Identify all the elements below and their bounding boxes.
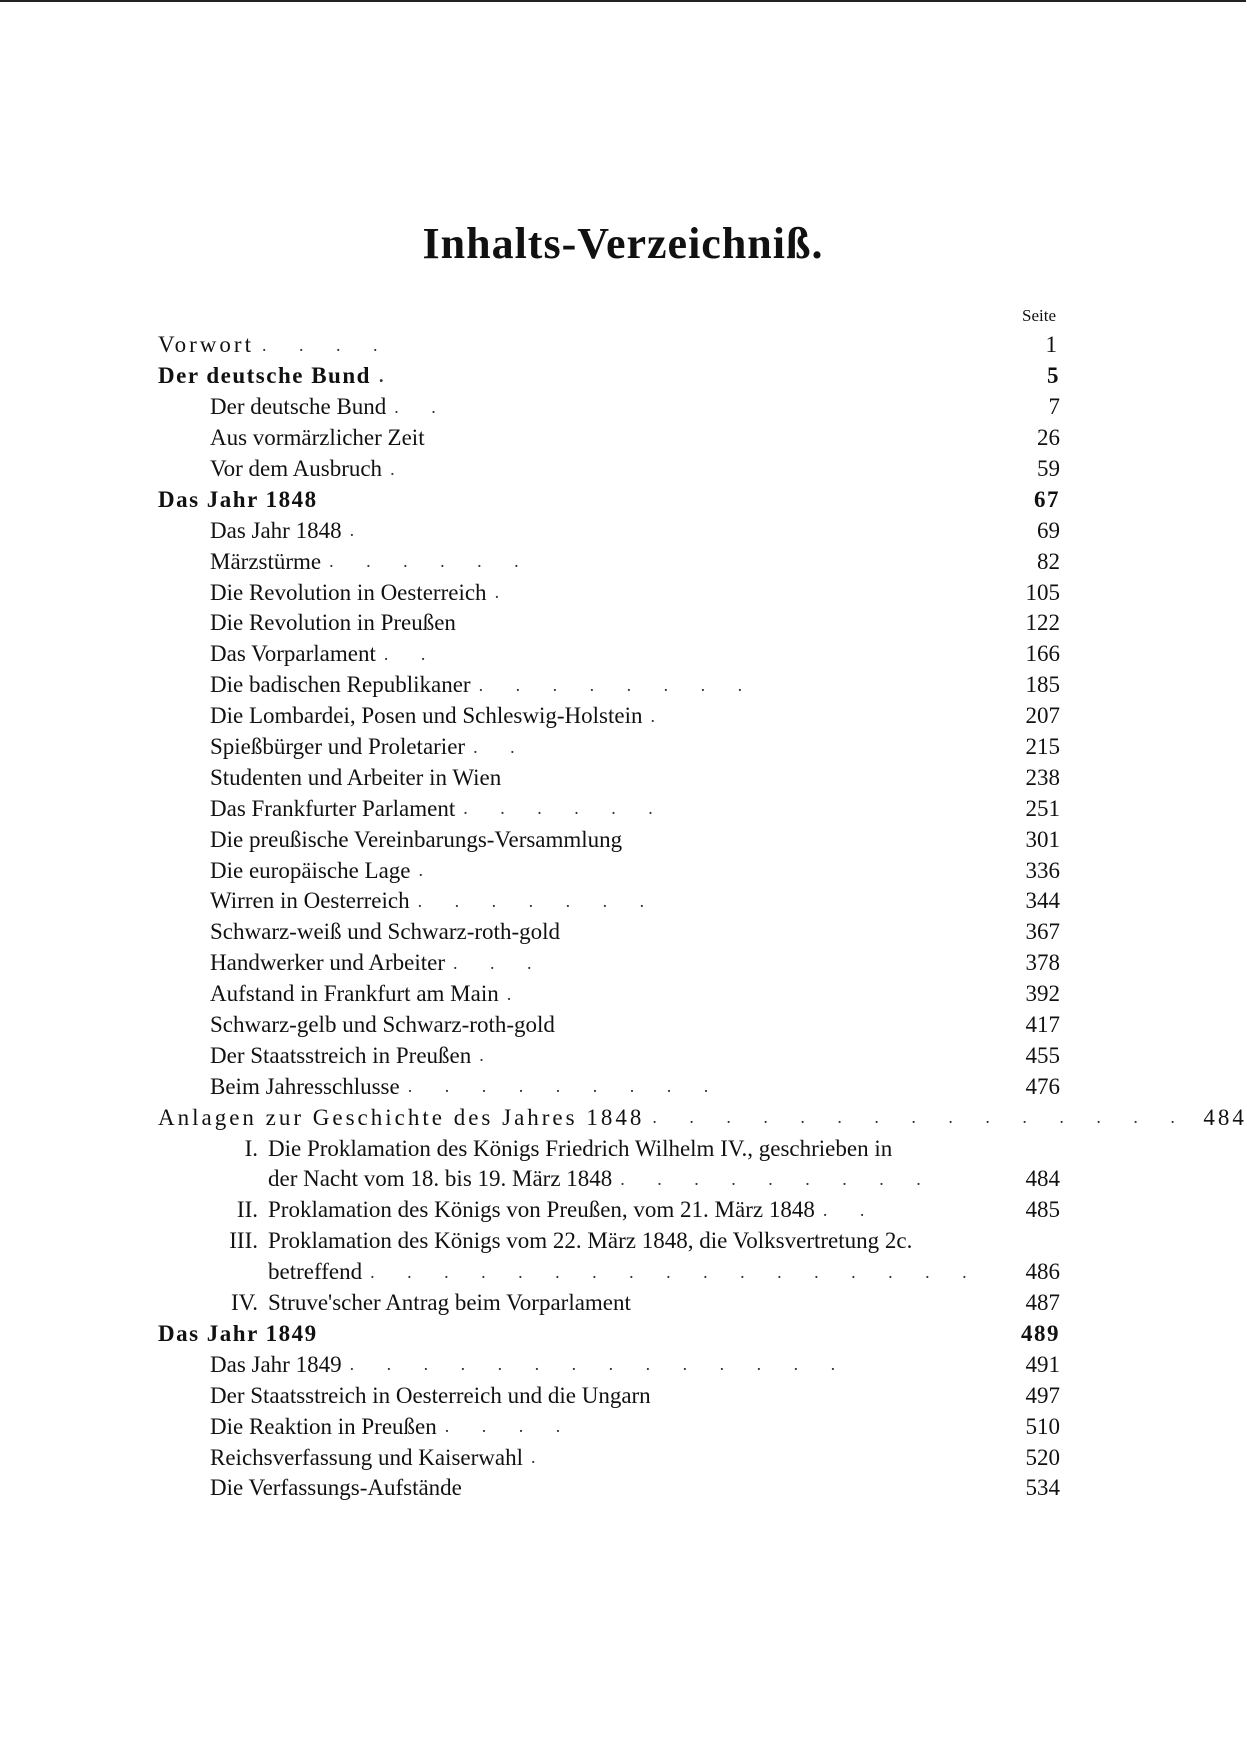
- toc-section-anlagen: Anlagen zur Geschichte des Jahres 1848 . . . . . . . . . . . . . . . 484: [158, 1104, 1247, 1130]
- toc-entry: Der Staatsstreich in Preußen . 455: [210, 1042, 1060, 1068]
- toc-entry: Beim Jahresschlusse . . . . . . . . . 476: [210, 1073, 1060, 1099]
- toc-section-das-jahr-1849: Das Jahr 1849 489: [158, 1320, 1060, 1346]
- toc-entry: Reichsverfassung und Kaiserwahl . 520: [210, 1444, 1060, 1470]
- toc-entry: Märzstürme . . . . . . 82: [210, 548, 1060, 574]
- appendix-number: II.: [236, 1197, 258, 1223]
- toc-entry: Wirren in Oesterreich . . . . . . . 344: [210, 888, 1060, 914]
- appendix-number: III.: [229, 1228, 258, 1254]
- toc-entry: Die europäische Lage . 336: [210, 857, 1060, 883]
- table-of-contents: [158, 330, 1247, 1504]
- toc-entry: Aufstand in Frankfurt am Main . 392: [210, 981, 1060, 1007]
- toc-entry: Das Jahr 1848 . 69: [210, 517, 1060, 543]
- appendix-number: IV.: [230, 1290, 258, 1316]
- toc-entry: Der deutsche Bund . . 7: [210, 394, 1060, 420]
- toc-appendix-entry-4: IV. Struve'scher Antrag beim Vorparlament 487: [158, 1288, 1060, 1319]
- toc-entry: Vor dem Ausbruch . 59: [210, 456, 1060, 481]
- toc-entry: Schwarz-gelb und Schwarz-roth-gold 417: [210, 1012, 1060, 1038]
- toc-entry: Aus vormärzlicher Zeit 26: [210, 425, 1060, 451]
- toc-entry: Die Revolution in Oesterreich . 105: [210, 579, 1060, 605]
- toc-entry: Spießbürger und Proletarier . . 215: [210, 734, 1060, 760]
- toc-entry: Der Staatsstreich in Oesterreich und die Ungarn 497: [210, 1382, 1060, 1408]
- top-border-line: [0, 0, 1246, 2]
- toc-entry: Das Frankfurter Parlament . . . . . . 251: [210, 795, 1060, 821]
- toc-entry: Die preußische Vereinbarungs-Versammlung 301: [210, 826, 1060, 852]
- toc-appendix-entry-3-continuation: betreffend . . . . . . . . . . . . . . . . . 486: [268, 1259, 1060, 1285]
- toc-entry: Schwarz-weiß und Schwarz-roth-gold 367: [210, 919, 1060, 945]
- toc-section-das-jahr-1848: Das Jahr 1848 67: [158, 486, 1060, 512]
- appendix-number: I.: [244, 1135, 258, 1161]
- toc-appendix-entry-3: III. Proklamation des Königs vom 22. März 1848, die Volksvertretung 2c.: [158, 1226, 1060, 1257]
- toc-entry: Das Jahr 1849 . . . . . . . . . . . . . . 491: [210, 1351, 1060, 1377]
- toc-entry-vorwort: Vorwort . . . . 1: [158, 332, 1060, 358]
- toc-entry: Studenten und Arbeiter in Wien 238: [210, 764, 1060, 790]
- toc-entry: Die Revolution in Preußen 122: [210, 610, 1060, 636]
- toc-entry: Die Lombardei, Posen und Schleswig-Holstein . 207: [210, 703, 1060, 729]
- toc-entry: Handwerker und Arbeiter . . . 378: [210, 950, 1060, 976]
- toc-entry: Das Vorparlament . . 166: [210, 641, 1060, 667]
- toc-entry: Die Verfassungs-Aufstände 534: [210, 1475, 1060, 1501]
- toc-appendix-entry-1-continuation: der Nacht vom 18. bis 19. März 1848 . . . . . . . . . 484: [268, 1166, 1060, 1192]
- toc-appendix-entry-1: I. Die Proklamation des Königs Friedrich Wilhelm IV., geschrieben in: [158, 1133, 1060, 1164]
- toc-appendix-entry-2: II. Proklamation des Königs von Preußen, vom 21. März 1848 . . 485: [158, 1195, 1060, 1226]
- page-title: Inhalts-Verzeichniß.: [422, 219, 824, 268]
- toc-entry: Die Reaktion in Preußen . . . . 510: [210, 1413, 1060, 1439]
- toc-entry: Die badischen Republikaner . . . . . . . . 185: [210, 672, 1060, 698]
- toc-section-der-deutsche-bund: Der deutsche Bund . 5: [158, 363, 1060, 389]
- page-column-header: Seite: [1022, 306, 1056, 325]
